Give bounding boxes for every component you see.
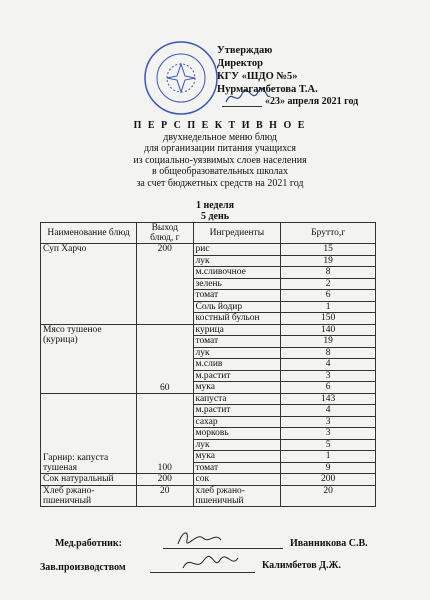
- dish-output: 200: [137, 474, 193, 486]
- ingredient-name: м.растит: [193, 405, 281, 417]
- ingredient-weight: 19: [281, 255, 376, 267]
- ingredient-weight: 4: [281, 359, 376, 371]
- approval-line-3: КГУ «ШДО №5»: [217, 71, 298, 82]
- dish-output: 200: [137, 244, 193, 325]
- approval-line-2: Директор: [217, 58, 263, 69]
- dish-output: 60: [137, 324, 193, 393]
- ingredient-weight: 19: [281, 336, 376, 348]
- approval-line-1: Утверждаю: [217, 45, 273, 56]
- dish-name: Мясо тушеное (курица): [41, 324, 137, 393]
- approval-date: «23» апреля 2021 год: [265, 96, 359, 107]
- medic-label: Мед.работник:: [55, 538, 122, 549]
- dish-name: Сок натуральный: [41, 474, 137, 486]
- ingredient-name: м.сливочное: [193, 267, 281, 279]
- table-row: [41, 324, 376, 336]
- ingredient-weight: 9: [281, 462, 376, 474]
- ingredient-name: мука: [193, 451, 281, 463]
- ingredient-name: томат: [193, 290, 281, 302]
- header-weight: Брутто,г: [281, 223, 376, 244]
- ingredient-weight: 143: [281, 393, 376, 405]
- medic-name: Иванникова С.В.: [290, 538, 368, 549]
- menu-table: [40, 222, 376, 507]
- medic-signature: [175, 526, 225, 548]
- approval-line-4: Нурмагамбетова Т.А.: [217, 84, 318, 95]
- document-title: [40, 120, 400, 189]
- ingredient-weight: 3: [281, 416, 376, 428]
- ingredient-name: томат: [193, 462, 281, 474]
- ingredient-name: лук: [193, 255, 281, 267]
- ingredient-name: томат: [193, 336, 281, 348]
- header-output: Выход блюд, г: [137, 223, 193, 244]
- table-row: [41, 474, 376, 486]
- ingredient-name: рис: [193, 244, 281, 256]
- title-line-5: в общеобразовательных школах: [152, 166, 288, 177]
- title-line-3: для организации питания учащихся: [143, 143, 297, 154]
- ingredient-name: хлеб ржано-пшеничный: [193, 485, 281, 506]
- ingredient-weight: 140: [281, 324, 376, 336]
- ingredient-name: м.растит: [193, 370, 281, 382]
- dish-output: 20: [137, 485, 193, 506]
- ingredient-name: мука: [193, 382, 281, 394]
- ingredient-weight: 1: [281, 301, 376, 313]
- table-body: [41, 244, 376, 507]
- ingredient-name: костный бульон: [193, 313, 281, 325]
- title-heading: П Е Р С П Е К Т И В Н О Е: [133, 120, 307, 131]
- ingredient-name: капуста: [193, 393, 281, 405]
- table-row: [41, 485, 376, 506]
- ingredient-name: морковь: [193, 428, 281, 440]
- ingredient-name: м.слив: [193, 359, 281, 371]
- ingredient-weight: 1: [281, 451, 376, 463]
- ingredient-weight: 8: [281, 267, 376, 279]
- ingredient-weight: 5: [281, 439, 376, 451]
- manager-label: Зав.производством: [40, 562, 126, 573]
- approval-block: [217, 44, 318, 96]
- ingredient-weight: 6: [281, 382, 376, 394]
- ingredient-name: сок: [193, 474, 281, 486]
- ingredient-weight: 3: [281, 428, 376, 440]
- dish-output: 100: [137, 393, 193, 474]
- ingredient-weight: 4: [281, 405, 376, 417]
- ingredient-weight: 2: [281, 278, 376, 290]
- day-label: 5 день: [200, 211, 230, 222]
- title-line-2: двухнедельное меню блюд: [163, 131, 277, 143]
- dish-name: Гарнир: капуста тушеная: [41, 393, 137, 474]
- table-row: [41, 393, 376, 405]
- ingredient-weight: 3: [281, 370, 376, 382]
- header-dish-name: Наименование блюд: [41, 223, 137, 244]
- ingredient-name: лук: [193, 347, 281, 359]
- dish-name: Суп Харчо: [41, 244, 137, 325]
- header-ingredients: Ингредиенты: [193, 223, 281, 244]
- table-row: [41, 244, 376, 256]
- signature-line: [222, 106, 262, 107]
- ingredient-weight: 15: [281, 244, 376, 256]
- ingredient-name: курица: [193, 324, 281, 336]
- table-header-row: [41, 223, 376, 244]
- week-label: 1 неделя: [195, 200, 235, 211]
- ingredient-name: зелень: [193, 278, 281, 290]
- ingredient-weight: 150: [281, 313, 376, 325]
- official-seal: [143, 40, 219, 116]
- title-line-6: за счет бюджетных средств на 2021 год: [136, 177, 304, 189]
- ingredient-name: Соль йодир: [193, 301, 281, 313]
- ingredient-weight: 6: [281, 290, 376, 302]
- ingredient-name: лук: [193, 439, 281, 451]
- manager-signature: [180, 552, 240, 574]
- ingredient-weight: 20: [281, 485, 376, 506]
- ingredient-weight: 200: [281, 474, 376, 486]
- dish-name: Хлеб ржано-пшеничный: [41, 485, 137, 506]
- title-line-4: из социально-уязвимых слоев населения: [133, 154, 307, 166]
- ingredient-name: сахар: [193, 416, 281, 428]
- manager-name: Калимбетов Д.Ж.: [262, 560, 341, 571]
- ingredient-weight: 8: [281, 347, 376, 359]
- medic-signature-line: [163, 548, 283, 549]
